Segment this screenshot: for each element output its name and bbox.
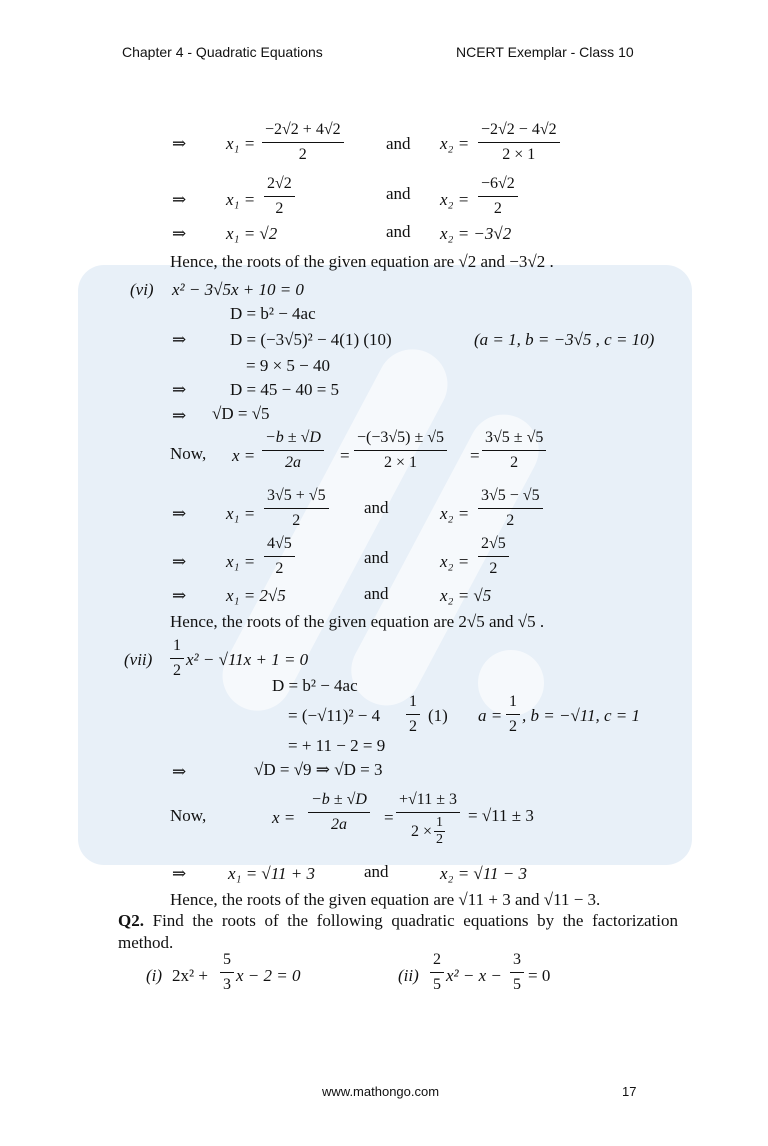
coefficients: (a = 1, b = −3√5 , c = 10)	[474, 330, 655, 349]
and-text: and	[364, 862, 389, 881]
fraction-numerator: −b ± √D	[308, 790, 370, 813]
part-label: (vi)	[130, 280, 154, 299]
implies-arrow: ⇒	[172, 380, 187, 399]
discriminant-formula: D = b² − 4ac	[230, 304, 316, 323]
fraction	[478, 120, 560, 165]
fraction	[434, 815, 445, 848]
x1-result: x₁ = √11 + 3	[228, 864, 315, 883]
fraction	[482, 428, 546, 473]
discriminant-step: = 9 × 5 − 40	[246, 356, 331, 375]
fraction-numerator: 5	[220, 950, 234, 973]
fraction-denominator: 2	[506, 512, 515, 529]
coefficient-a: a =	[478, 706, 503, 725]
implies-arrow: ⇒	[172, 586, 187, 605]
fraction-denominator: 2 × 1	[502, 146, 536, 163]
fraction-numerator: −2√2 + 4√2	[262, 120, 344, 143]
equation-part: 2x² +	[172, 966, 208, 985]
fraction-numerator: 3√5 + √5	[264, 486, 329, 509]
part-label: (ii)	[398, 966, 419, 985]
now-label: Now,	[170, 444, 207, 463]
root-discriminant: √D = √5	[212, 404, 270, 423]
implies-arrow: ⇒	[172, 552, 187, 571]
fraction-denominator: 2a	[330, 816, 347, 833]
part-label: (vii)	[124, 650, 153, 669]
header-chapter-title: Chapter 4 - Quadratic Equations	[122, 44, 323, 60]
implies-arrow: ⇒	[172, 864, 187, 883]
fraction	[264, 486, 329, 531]
result: = √11 ± 3	[468, 806, 534, 825]
fraction-denominator: 2	[292, 512, 301, 529]
fraction-numerator: +√11 ± 3	[396, 790, 460, 813]
fraction-numerator: 1	[170, 636, 184, 659]
fraction	[396, 790, 460, 848]
x-label: x =	[272, 808, 296, 827]
fraction-denominator: 2	[298, 146, 307, 163]
equation: x² − 3√5x + 10 = 0	[172, 280, 304, 299]
x-label: x =	[232, 446, 256, 465]
fraction-denominator: 5	[513, 976, 521, 993]
footer-website: www.mathongo.com	[322, 1084, 440, 1099]
implies-arrow: ⇒	[172, 504, 187, 523]
fraction-denominator: 2	[275, 200, 284, 217]
fraction-numerator: 1	[406, 692, 420, 715]
implies-arrow: ⇒	[172, 762, 187, 781]
discriminant-formula: D = b² − 4ac	[272, 676, 358, 695]
fraction-numerator: 4√5	[264, 534, 295, 557]
x2-result: x₂ = √5	[440, 586, 492, 605]
and-text: and	[364, 584, 389, 603]
fraction	[264, 534, 295, 579]
fraction-denominator: 2	[409, 718, 417, 735]
implies-arrow: ⇒	[172, 224, 187, 243]
fraction	[478, 534, 509, 579]
equation: x² − √11x + 1 = 0	[186, 650, 309, 669]
fraction-denominator: 2	[489, 560, 498, 577]
and-text: and	[386, 184, 411, 203]
fraction-denominator: 2a	[284, 454, 301, 471]
now-label: Now,	[170, 806, 207, 825]
implies-arrow: ⇒	[172, 190, 187, 209]
fraction	[510, 950, 524, 995]
fraction-denominator: 2	[509, 718, 517, 735]
fraction	[478, 486, 543, 531]
discriminant-step: = + 11 − 2 = 9	[288, 736, 386, 755]
page-number: 17	[622, 1084, 637, 1099]
x2-result: x₂ = −3√2	[440, 224, 512, 243]
fraction	[430, 950, 444, 995]
hence-statement: Hence, the roots of the given equation are √11 + 3 and √11 − 3.	[170, 890, 601, 909]
fraction-numerator: −(−3√5) ± √5	[354, 428, 447, 451]
x2-label: x₂ =	[440, 504, 470, 523]
x1-result: x₁ = 2√5	[226, 586, 286, 605]
implies-arrow: ⇒	[172, 406, 187, 425]
and-text: and	[386, 134, 411, 153]
fraction-numerator: −b ± √D	[262, 428, 324, 451]
discriminant-value: D = 45 − 40 = 5	[230, 380, 340, 399]
fraction-numerator: 1	[436, 815, 444, 830]
x2-label: x₂ =	[440, 552, 470, 571]
question-label: Q2.	[118, 911, 144, 930]
fraction-denominator: 3	[223, 976, 231, 993]
equals-sign: =	[340, 446, 350, 465]
x1-label: x₁ =	[226, 552, 256, 571]
fraction-denominator: 2	[493, 200, 502, 217]
fraction-numerator: 2√2	[264, 174, 295, 197]
question-text: Find the roots of the following quadratic equations by the factorization method.	[118, 911, 679, 952]
fraction-denominator	[411, 813, 445, 848]
fraction-denominator-text: 2 ×	[410, 822, 433, 840]
fraction-denominator: 2	[510, 454, 519, 471]
equation-part: x² − x −	[446, 966, 502, 985]
root-discriminant: √D = √9 ⇒ √D = 3	[254, 760, 383, 779]
equals-sign: =	[384, 808, 394, 827]
fraction-denominator: 2	[436, 832, 444, 847]
hence-statement: Hence, the roots of the given equation are √2 and −3√2 .	[170, 252, 554, 271]
fraction-numerator: 3	[510, 950, 524, 973]
header-book-title: NCERT Exemplar - Class 10	[456, 44, 634, 60]
fraction	[354, 428, 447, 473]
fraction-denominator: 2	[275, 560, 284, 577]
equation-part: = 0	[528, 966, 551, 985]
fraction-numerator: 3√5 ± √5	[482, 428, 546, 451]
fraction	[170, 636, 184, 681]
fraction-denominator: 5	[433, 976, 441, 993]
fraction-numerator: 2	[430, 950, 444, 973]
fraction-numerator: 1	[506, 692, 520, 715]
implies-arrow: ⇒	[172, 134, 187, 153]
part-label: (i)	[146, 966, 163, 985]
x2-label: x₂ =	[440, 134, 470, 153]
and-text: and	[386, 222, 411, 241]
fraction-numerator: −6√2	[478, 174, 518, 197]
equation-part: x − 2 = 0	[236, 966, 301, 985]
equals-sign: =	[470, 446, 480, 465]
fraction	[506, 692, 520, 737]
fraction	[220, 950, 234, 995]
fraction	[406, 692, 420, 737]
fraction	[262, 120, 344, 165]
x1-label: x₁ =	[226, 134, 256, 153]
x1-label: x₁ =	[226, 190, 256, 209]
discriminant-factor: (1)	[428, 706, 448, 725]
x2-result: x₂ = √11 − 3	[440, 864, 527, 883]
fraction	[264, 174, 295, 219]
fraction	[478, 174, 518, 219]
hence-statement: Hence, the roots of the given equation are 2√5 and √5 .	[170, 612, 545, 631]
quadratic-formula	[262, 428, 324, 473]
coefficients: , b = −√11, c = 1	[522, 706, 641, 725]
x1-result: x₁ = √2	[226, 224, 278, 243]
discriminant-substitution: = (−√11)² − 4	[288, 706, 381, 725]
and-text: and	[364, 548, 389, 567]
x2-label: x₂ =	[440, 190, 470, 209]
fraction-numerator: 3√5 − √5	[478, 486, 543, 509]
fraction-denominator: 2	[173, 662, 181, 679]
x1-label: x₁ =	[226, 504, 256, 523]
implies-arrow: ⇒	[172, 330, 187, 349]
discriminant-substitution: D = (−3√5)² − 4(1) (10)	[230, 330, 392, 349]
question-2	[118, 910, 678, 954]
fraction-numerator: −2√2 − 4√2	[478, 120, 560, 143]
fraction-denominator: 2 × 1	[384, 454, 418, 471]
fraction-numerator: 2√5	[478, 534, 509, 557]
quadratic-formula	[308, 790, 370, 835]
and-text: and	[364, 498, 389, 517]
